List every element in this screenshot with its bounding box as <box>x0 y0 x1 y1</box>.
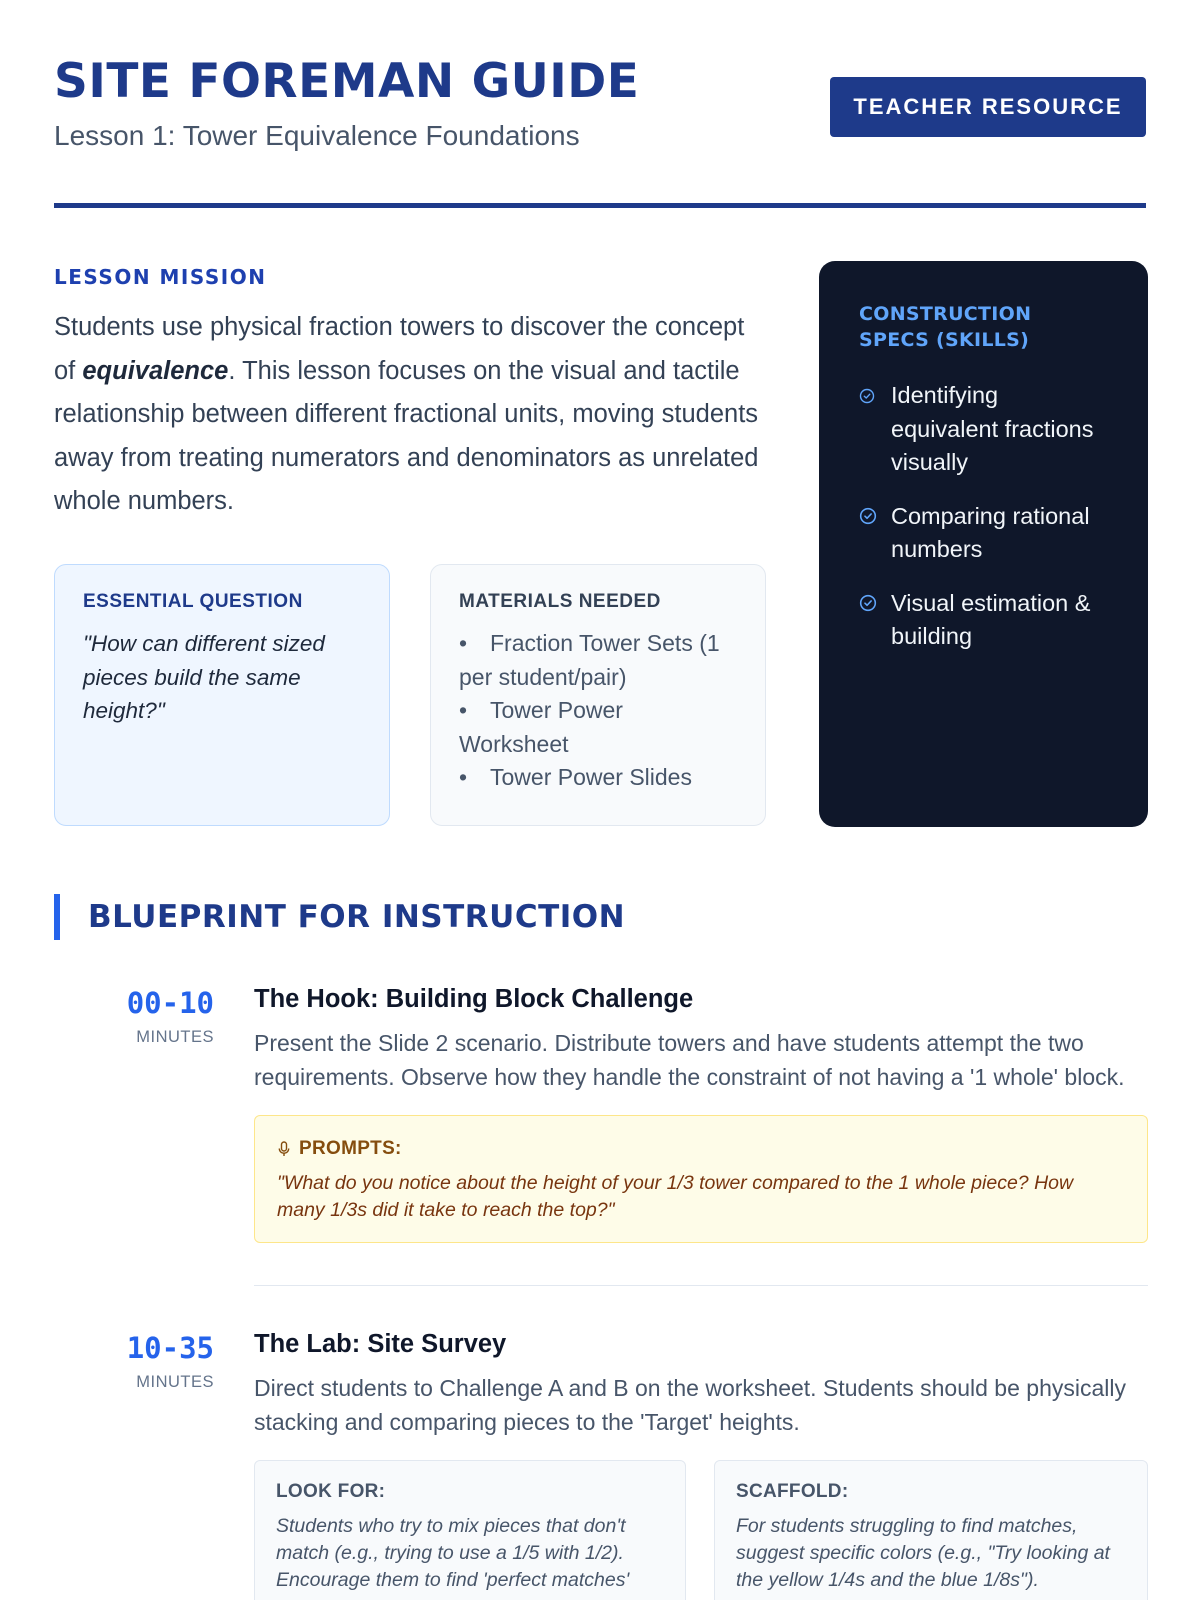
material-item-label: Fraction Tower Sets (1 per student/pair) <box>459 630 720 690</box>
teacher-resource-badge: TEACHER RESOURCE <box>830 77 1146 137</box>
bullet-icon: • <box>459 630 468 656</box>
page-title: SITE FOREMAN GUIDE <box>54 54 640 109</box>
step-time-range: 10-35 <box>126 1331 214 1365</box>
material-item-label: Tower Power Slides <box>490 764 692 790</box>
construction-specs-panel <box>819 261 1148 827</box>
scaffold-heading: SCAFFOLD: <box>736 1481 849 1502</box>
step-description: Present the Slide 2 scenario. Distribute towers and have students attempt the two requirements. Observe how they handle the constraint of not having a '1 whole' block. <box>254 1030 1125 1090</box>
step-time <box>54 986 214 1047</box>
essential-question-card <box>54 564 390 826</box>
mission-text <box>54 306 769 524</box>
prompts-label: PROMPTS: <box>299 1138 402 1159</box>
step-description: Direct students to Challenge A and B on the worksheet. Students should be physically stacking and comparing pieces to the 'Target' heights. <box>254 1375 1126 1435</box>
mission-label: LESSON MISSION <box>54 265 267 289</box>
scaffold-text: For students struggling to find matches, suggest specific colors (e.g., "Try looking at the yellow 1/4s and the blue 1/8s"). <box>736 1515 1110 1591</box>
list-item <box>459 694 737 761</box>
microphone-icon <box>277 1141 291 1157</box>
spec-item <box>859 379 1108 480</box>
blueprint-heading: BLUEPRINT FOR INSTRUCTION <box>54 894 625 940</box>
step-title: The Hook: Building Block Challenge <box>254 985 694 1013</box>
step-title: The Lab: Site Survey <box>254 1330 507 1358</box>
check-circle-icon <box>859 500 881 533</box>
spec-item-label: Visual estimation & building <box>891 589 1091 649</box>
check-circle-icon <box>859 379 881 412</box>
look-for-text: Students who try to mix pieces that don't match (e.g., trying to use a 1/5 with 1/2). Encourage them to find 'perfect matches' <box>276 1515 630 1591</box>
spec-item <box>859 587 1108 654</box>
scaffold-box <box>714 1460 1148 1600</box>
bullet-icon: • <box>459 697 468 723</box>
step-divider <box>254 1285 1148 1286</box>
check-circle-icon <box>859 587 881 620</box>
step-time-range: 00-10 <box>126 986 214 1020</box>
prompts-text: "What do you notice about the height of your 1/3 tower compared to the 1 whole piece? How many 1/3s did it take to reach the top?" <box>277 1172 1074 1221</box>
specs-heading: CONSTRUCTION SPECS (SKILLS) <box>859 303 1032 351</box>
materials-list <box>459 627 737 795</box>
mission-text-start: Students use physical fraction towers to discover the concept of <box>54 313 745 385</box>
list-item <box>459 761 737 795</box>
look-for-heading: LOOK FOR: <box>276 1481 386 1502</box>
materials-card <box>430 564 766 826</box>
essential-question-text: "How can different sized pieces build the same height?" <box>83 631 325 723</box>
lesson-subtitle: Lesson 1: Tower Equivalence Foundations <box>54 120 580 151</box>
prompts-callout <box>254 1115 1148 1243</box>
spec-item-label: Identifying equivalent fractions visually <box>891 382 1094 475</box>
guide-header <box>54 0 1146 208</box>
material-item-label: Tower Power Worksheet <box>459 697 623 757</box>
look-for-box <box>254 1460 686 1600</box>
step-time <box>54 1331 214 1392</box>
bullet-icon: • <box>459 764 468 790</box>
step-time-unit: MINUTES <box>136 1373 214 1391</box>
spec-item-label: Comparing rational numbers <box>891 502 1090 562</box>
spec-item <box>859 500 1108 567</box>
prompts-heading <box>277 1138 1125 1160</box>
essential-question-heading: ESSENTIAL QUESTION <box>83 591 303 612</box>
mission-emphasis: equivalence <box>82 356 229 385</box>
mission-text-end: . This lesson focuses on the visual and tactile relationship between different fractional units, moving students away from treating numerators and denominators as unrelated whole numbers. <box>54 356 759 515</box>
materials-heading: MATERIALS NEEDED <box>459 591 661 612</box>
step-time-unit: MINUTES <box>136 1028 214 1046</box>
list-item <box>459 627 737 694</box>
